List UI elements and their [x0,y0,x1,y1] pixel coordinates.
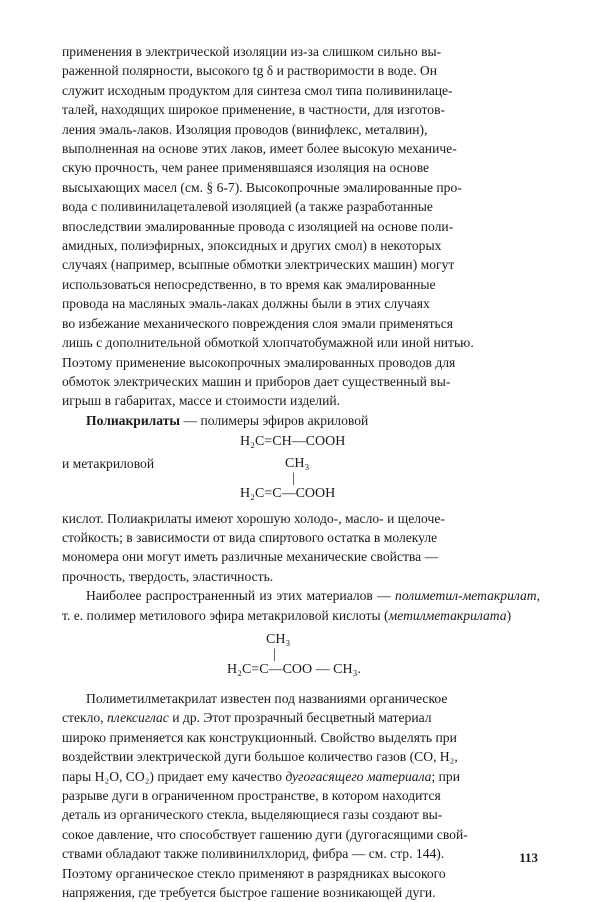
text-run: стекло, [62,710,107,726]
term-pmma: полиметил- [395,588,463,604]
label-text: и метакриловой [62,456,155,472]
text-line: высыхающих масел (см. § 6-7). Высокопрочные эмалированные про- [62,179,462,195]
text-run: и др. Этот прозрачный бесцветный материал [168,710,432,726]
formula-methyl-methacrylate [227,631,540,679]
text-run: пары H₂O, CO₂) придает ему качество [62,768,286,784]
text-line: разрыве дуги в ограниченном пространстве, в котором находится [62,788,441,803]
text-line: деталь из органического стекла, выделяющиеся газы создают вы- [62,807,443,823]
formula-main-line: H₂C=C—COO — CH₃. [227,661,361,677]
text-line: напряжения, где требуется быстрое гашение возникающей дуги. [62,885,436,901]
text-line: во избежание механического повреждения слоя эмали применяться [62,315,454,331]
text-line: выполненная на основе этих лаков, имеет более высокую механиче- [62,141,457,157]
term-plexiglass: плексиглас [107,710,169,726]
text-line: игрыш в габаритах, массе и стоимости изделий. [62,393,341,409]
text-line [62,767,540,786]
text-line: Полиметилметакрилат известен под названиями органическое [86,690,448,706]
formula-main-line: H₂C=C—COOH [240,485,336,501]
text-line: обмоток электрических машин и приборов дает существенный вы- [62,373,451,389]
text-line: случаях (например, всыпные обмотки электрических машин) могут [62,257,455,273]
text-line: прочность, твердость, эластичность. [62,568,274,584]
formula-bond: | [292,470,295,486]
paren: ( [384,607,389,623]
text-line: сокое давление, что способствует гашению дуги (дугогасящими свой- [62,826,468,842]
formula-main-line: H₂C=CH—COOH [240,434,346,450]
formula-acrylic-acid [240,433,540,451]
text-line: Поэтому применение высокопрочных эмалированных проводов для [62,354,456,370]
text-line [62,708,540,727]
term-pmma-cont: метакрилат [462,588,537,604]
paren: ) [506,607,512,623]
text-line: воздействии электрической дуги большое количество газов (CO, H₂, [62,749,458,765]
paragraph-insulation [62,42,540,411]
formula-top-group: CH₃ [266,631,291,647]
text-line: вода с поливинилацеталевой изоляцией (а также разработанные [62,199,433,215]
text-run: Наиболее распространенный из этих материалов — [86,588,396,604]
text-line: использоваться непосредственно, в то время как эмалированные [62,276,436,292]
text-line: провода на масляных эмаль-лаках должны были в этих случаях [62,296,430,312]
text-line: лишь с дополнительной обмоткой хлопчатобумажной или иной нитью. [62,335,474,351]
intro-text: — полимеры эфиров акриловой [180,412,369,428]
text-line: впоследствии эмалированные провода с изоляцией на основе поли- [62,218,454,234]
text-line: амидных, полиэфирных, эпоксидных и других смол) в некоторых [62,238,442,254]
page-body [62,42,540,902]
text-line: кислот. Полиакрилаты имеют хорошую холодо-, масло- и щелоче- [62,510,445,526]
paragraph-polyacrylates-intro [62,411,540,430]
term-mma: метилметакрилата [388,607,507,623]
text-line: служит исходным продуктом для синтеза смол типа поливинилаце- [62,82,453,98]
text-line: раженной полярности, высокого tg δ и растворимости в воде. Он [62,63,438,79]
page-number: 113 [519,850,538,865]
text-line: талей, находящих широкое применение, в частности, для изготов- [62,102,446,118]
text-run: ; при [431,768,461,784]
term-polyacrylates: Полиакрилаты [86,412,181,428]
text-line: применения в электрической изоляции из-за слишком сильно вы- [62,44,442,59]
paragraph-pmma-definition [62,586,540,625]
text-line: мономера они могут иметь различные механические свойства — [62,549,439,565]
text-line: широко применяется как конструкционный. Свойство выделять при [62,729,457,745]
text-line: Поэтому органическое стекло применяют в разрядниках высокого [62,865,446,881]
text-run: , т. е. полимер метилового эфира метакриловой кислоты [62,588,540,623]
formula-bond: | [273,646,276,662]
text-line: ления эмаль-лаков. Изоляция проводов (винифлекс, металвин), [62,121,428,137]
paragraph-plexiglass [62,689,540,902]
formula-methacrylic-acid [240,455,540,503]
term-arc-extinguishing-material: дугогасящего материала [285,768,432,784]
text-line: стойкость; в зависимости от вида спиртового остатка в молекуле [62,529,438,545]
text-line: скую прочность, чем ранее применявшаяся изоляция на основе [62,160,430,176]
formula-top-group: CH₃ [285,455,310,471]
text-line: ствами обладают также поливинилхлорид, фибра — см. стр. 144). [62,846,445,862]
paragraph-properties [62,509,540,587]
